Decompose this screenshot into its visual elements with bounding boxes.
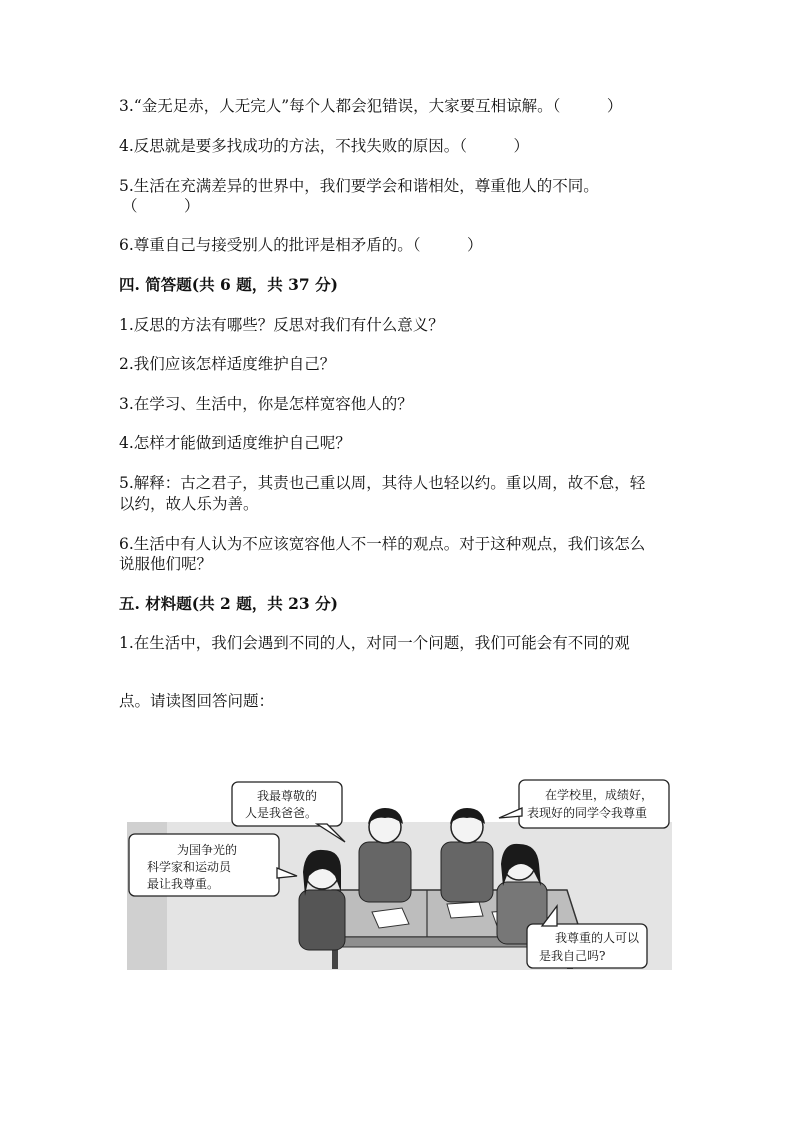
- sa-question-3: 3.在学习、生活中，你是怎样宽容他人的？: [119, 395, 413, 413]
- bubble-top-left-line-1: 我最尊敬的: [257, 789, 318, 803]
- tf-question-6: 6.尊重自己与接受别人的批评是相矛盾的。（ ）: [119, 236, 483, 254]
- sa-question-1: 1.反思的方法有哪些？反思对我们有什么意义？: [119, 316, 444, 334]
- section-4-heading: 四. 简答题(共 6 题，共 37 分): [119, 275, 338, 294]
- bubble-left-line-1: 为国争光的: [177, 843, 238, 857]
- paper-1: [372, 908, 409, 928]
- students-discussion-illustration: [127, 772, 672, 972]
- paper-2: [447, 902, 483, 918]
- tf-question-4: 4.反思就是要多找成功的方法，不找失败的原因。（ ）: [119, 137, 530, 155]
- bubble-top-right-line-2: 表现好的同学令我尊重: [527, 806, 648, 820]
- bubble-left-line-3: 最让我尊重。: [147, 877, 220, 891]
- material-question-1-line-2: 点。请读图回答问题：: [119, 692, 275, 710]
- bubble-bottom-right-line-1: 我尊重的人可以: [555, 931, 640, 945]
- tf-question-5: 5.生活在充满差异的世界中，我们要学会和谐相处，尊重他人的不同。: [119, 177, 599, 195]
- bubble-top-right-line-1: 在学校里，成绩好，: [545, 788, 654, 802]
- sa-question-5-line-2: 以约，故人乐为善。: [119, 495, 259, 513]
- speech-bubble-top-right: [499, 780, 669, 828]
- bubble-bottom-right-line-2: 是我自己吗?: [539, 949, 606, 963]
- sa-question-2: 2.我们应该怎样适度维护自己？: [119, 355, 336, 373]
- sa-question-5-line-1: 5.解释：古之君子，其责也己重以周，其待人也轻以约。重以周，故不怠，轻: [119, 474, 646, 492]
- bubble-left-line-2: 科学家和运动员: [147, 860, 232, 874]
- sa-question-4: 4.怎样才能做到适度维护自己呢？: [119, 434, 351, 452]
- section-5-heading: 五. 材料题(共 2 题，共 23 分): [119, 594, 338, 613]
- tf-question-5-blank: （ ）: [122, 197, 200, 215]
- bubble-top-left-line-2: 人是我爸爸。: [245, 806, 318, 820]
- student-girl-left: [299, 850, 345, 950]
- tf-question-3: 3.“金无足赤，人无完人”每个人都会犯错误，大家要互相谅解。（ ）: [119, 97, 623, 115]
- sa-question-6-line-1: 6.生活中有人认为不应该宽容他人不一样的观点。对于这种观点，我们该怎么: [119, 535, 646, 553]
- material-question-1-line-1: 1.在生活中，我们会遇到不同的人，对同一个问题，我们可能会有不同的观: [119, 634, 630, 652]
- sa-question-6-line-2: 说服他们呢？: [119, 555, 213, 573]
- speech-bubble-left: [129, 834, 297, 896]
